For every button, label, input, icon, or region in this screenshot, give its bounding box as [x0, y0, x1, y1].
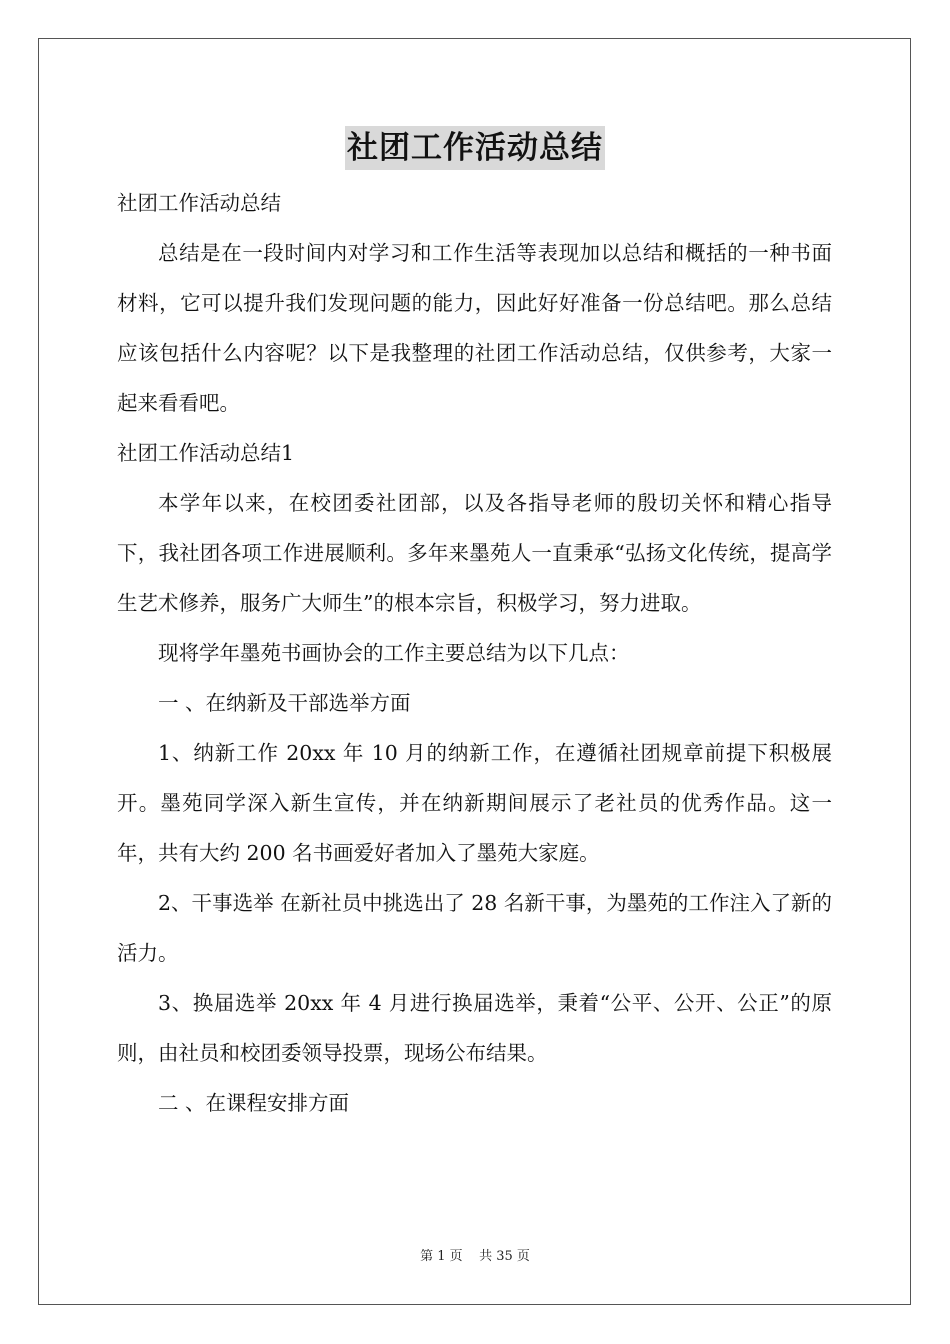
paragraph-1: 本学年以来，在校团委社团部，以及各指导老师的殷切关怀和精心指导下，我社团各项工作进展顺利。多年来墨苑人一直秉承“弘扬文化传统，提高学生艺术修养，服务广大师生”的根本宗旨，积极学习，努力进取。 [117, 491, 832, 615]
list-item-2: 2、干事选举 在新社员中挑选出了 28 名新干事，为墨苑的工作注入了新的活力。 [117, 891, 832, 965]
document-body [117, 178, 832, 1128]
paragraph-2: 现将学年墨苑书画协会的工作主要总结为以下几点： [158, 641, 630, 665]
document-title: 社团工作活动总结 [345, 126, 605, 170]
title-container [0, 126, 950, 170]
section-title: 社团工作活动总结1 [117, 441, 295, 465]
heading-1: 一 、在纳新及干部选举方面 [158, 691, 411, 715]
document-subtitle: 社团工作活动总结 [117, 191, 281, 215]
heading-2: 二 、在课程安排方面 [158, 1091, 350, 1115]
intro-paragraph: 总结是在一段时间内对学习和工作生活等表现加以总结和概括的一种书面材料，它可以提升我们发现问题的能力，因此好好准备一份总结吧。那么总结应该包括什么内容呢？以下是我整理的社团工作活动总结，仅供参考，大家一起来看看吧。 [117, 241, 832, 415]
page-footer [0, 1245, 950, 1264]
list-item-1: 1、纳新工作 20xx 年 10 月的纳新工作，在遵循社团规章前提下积极展开。墨苑同学深入新生宣传，并在纳新期间展示了老社员的优秀作品。这一年，共有大约 200 名书画爱好者加入了墨苑大家庭。 [117, 741, 832, 865]
list-item-3: 3、换届选举 20xx 年 4 月进行换届选举，秉着“公平、公开、公正”的原则，由社员和校团委领导投票，现场公布结果。 [117, 991, 832, 1065]
page-number: 第 1 页 共 35 页 [420, 1249, 530, 1264]
